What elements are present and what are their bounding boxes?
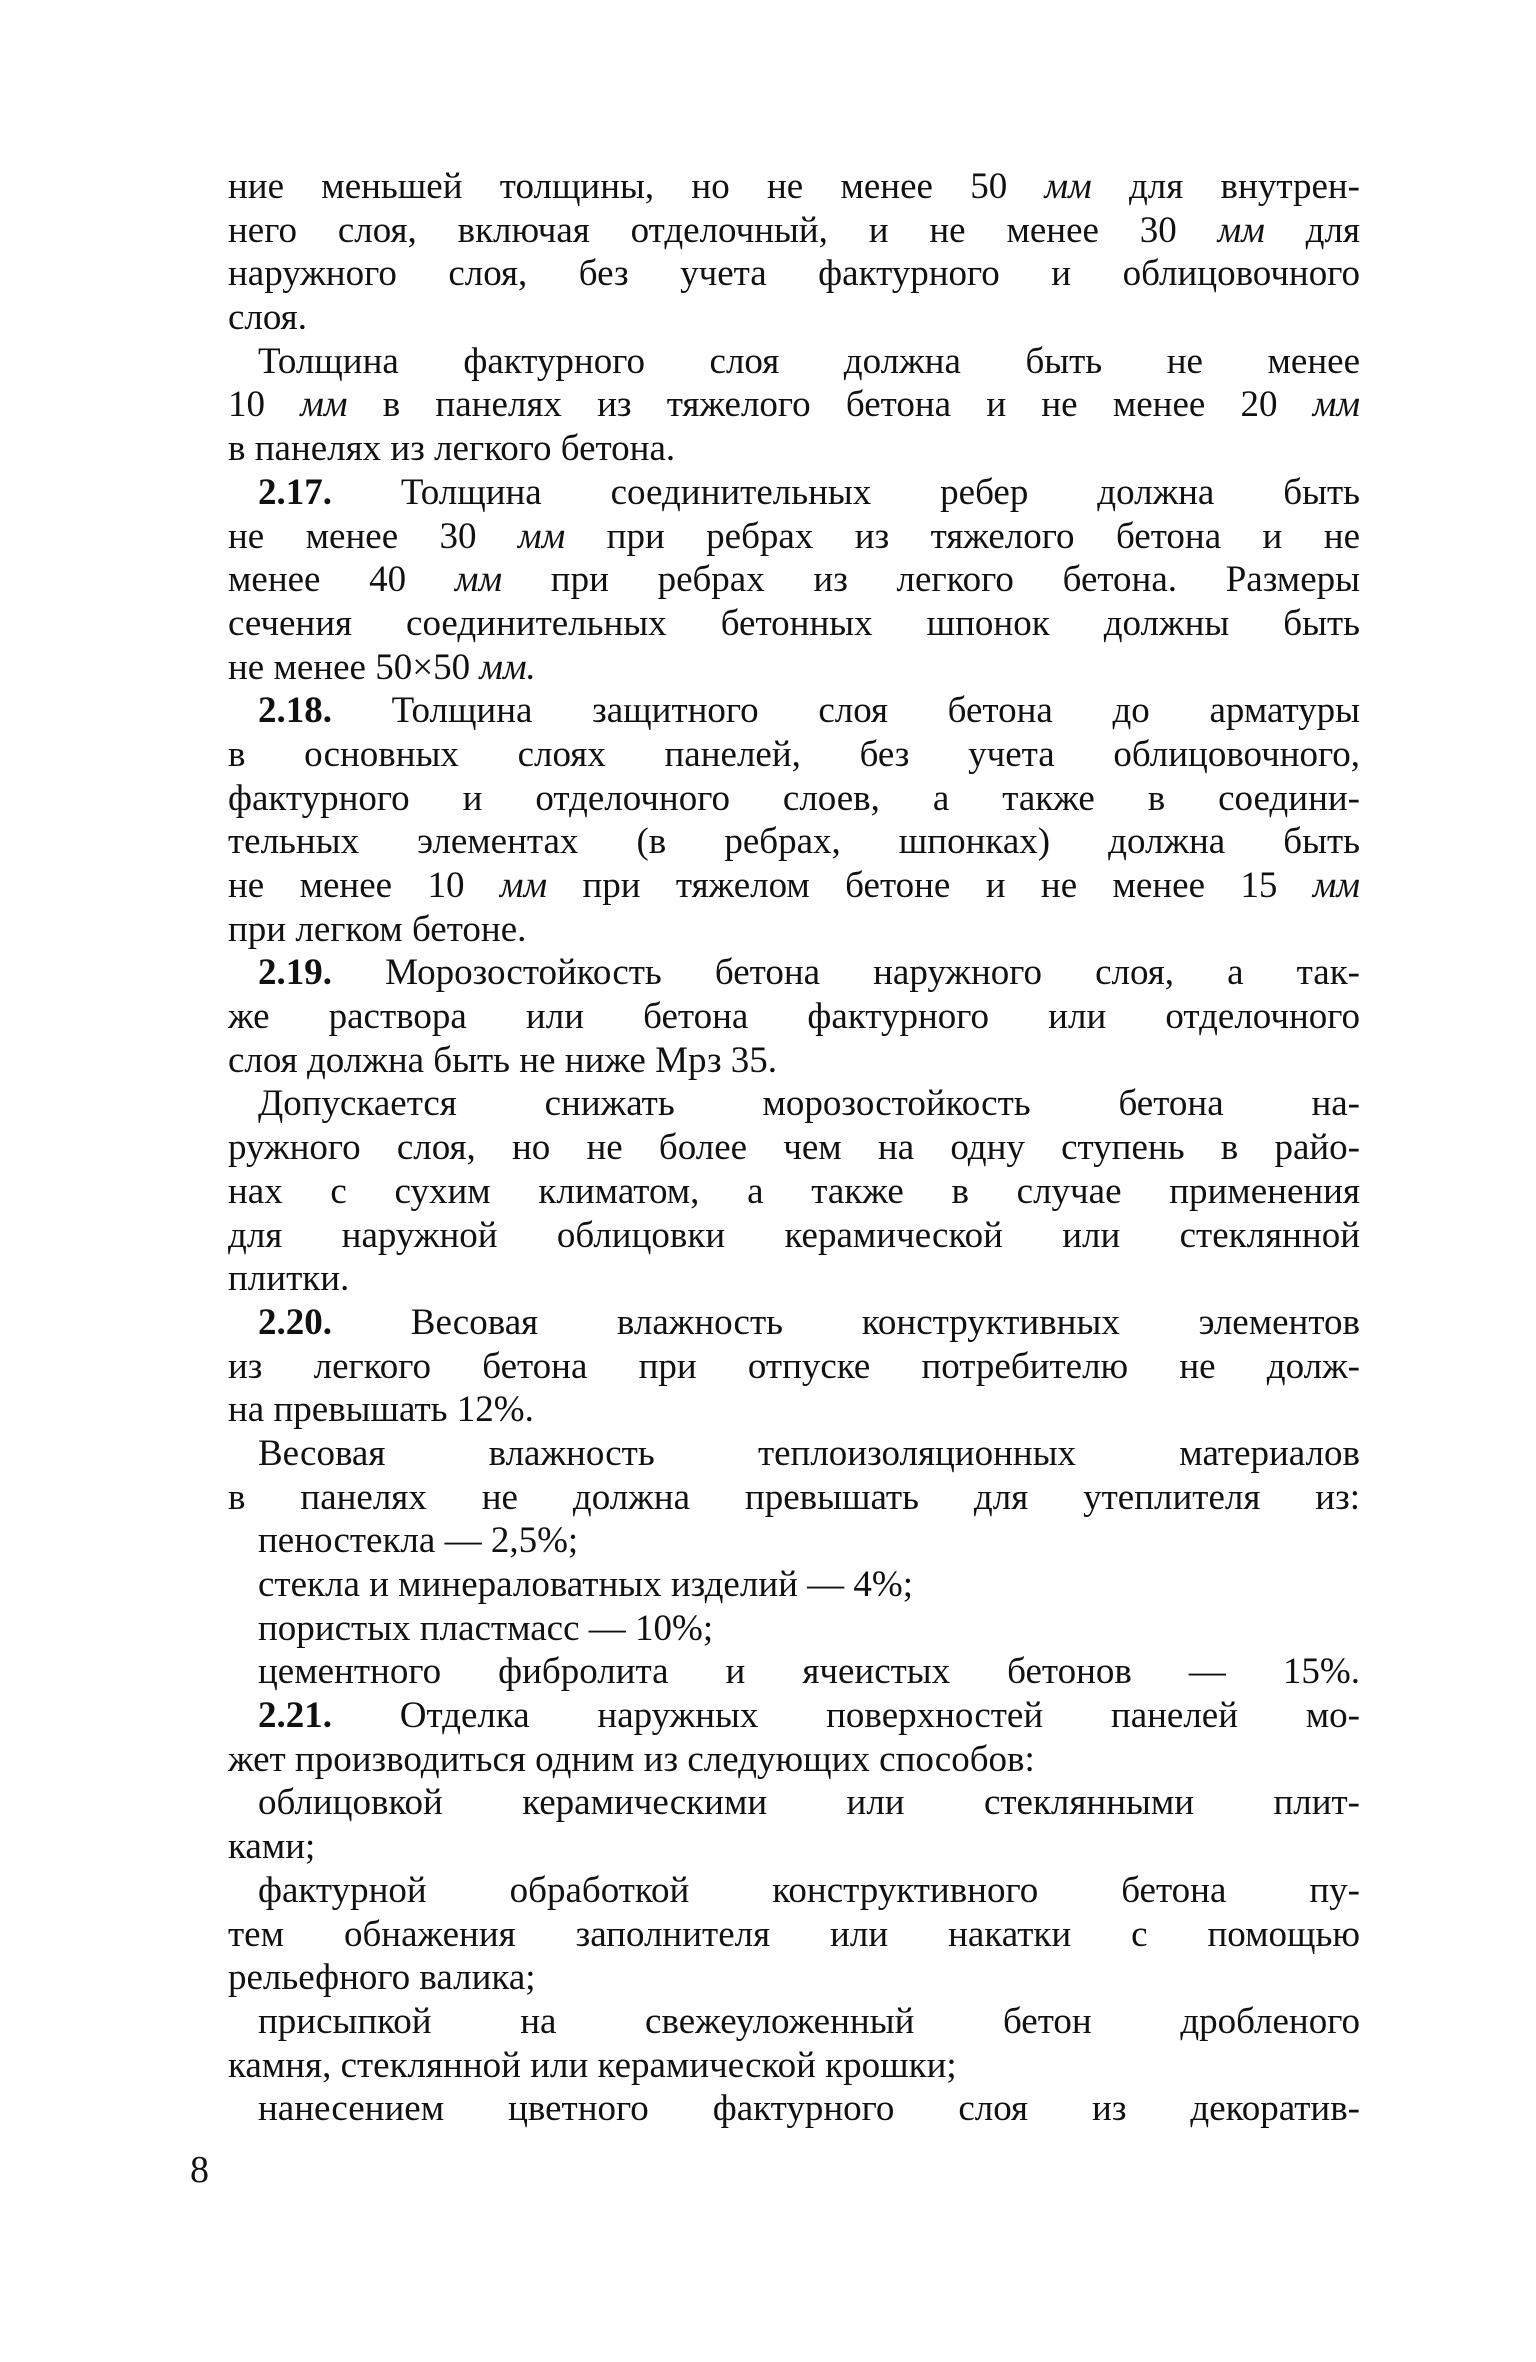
text-line (228, 515, 1360, 559)
text-span: наружного слоя, без учета фактурного и облицовочного (228, 253, 1360, 295)
text-line (228, 558, 1360, 602)
text-span: Толщина фактурного слоя должна быть не менее (258, 340, 1360, 382)
text-line (228, 2087, 1360, 2131)
section-number: 2.17. (258, 471, 332, 513)
text-span: 10 (228, 384, 301, 426)
text-line (228, 1607, 1360, 1651)
text-line (228, 1913, 1360, 1957)
text-span: же раствора или бетона фактурного или отделочного (228, 996, 1360, 1038)
section-number: 2.21. (258, 1695, 332, 1737)
text-line (228, 995, 1360, 1039)
text-span: ние меньшей толщины, но не менее 50 (228, 166, 1045, 207)
text-line (228, 1345, 1360, 1389)
text-line (228, 1519, 1360, 1563)
text-line (228, 340, 1360, 384)
page-number: 8 (190, 2149, 209, 2191)
text-span: тем обнажения заполнителя или накатки с помощью (228, 1913, 1360, 1955)
text-span: Весовая влажность конструктивных элементов (332, 1301, 1360, 1343)
text-span: при тяжелом бетоне и не менее 15 (547, 865, 1313, 906)
text-line (228, 209, 1360, 253)
text-line (228, 1869, 1360, 1913)
text-span: рельефного валика; (228, 1957, 536, 1999)
text-span: фактурного и отделочного слоев, а также в соедини- (228, 777, 1360, 819)
text-line (228, 1563, 1360, 1607)
text-line (228, 1301, 1360, 1345)
text-span: не менее 30 (228, 515, 518, 557)
text-line (228, 646, 1360, 690)
text-span: менее 40 (228, 559, 455, 601)
text-span: тельных элементах (в ребрах, шпонках) должна быть (228, 821, 1360, 863)
unit-text: мм (454, 559, 503, 601)
unit-text: мм (1312, 384, 1360, 426)
text-line (228, 296, 1360, 340)
text-span: слоя. (228, 297, 307, 339)
text-span: присыпкой на свежеуложенный бетон дробленого (258, 2000, 1360, 2042)
section-number: 2.19. (258, 952, 332, 994)
text-span: Отделка наружных поверхностей панелей мо- (332, 1695, 1360, 1737)
text-span: для внутрен- (1091, 166, 1360, 207)
unit-text: мм (499, 865, 548, 906)
text-span: цементного фибролита и ячеистых бетонов — 15%. (258, 1651, 1360, 1693)
text-span: в панелях не должна превышать для утеплителя из: (228, 1476, 1360, 1518)
text-line (228, 165, 1360, 209)
text-line (228, 1650, 1360, 1694)
text-span: Толщина соединительных ребер должна быть (332, 471, 1360, 513)
text-span: в панелях из легкого бетона. (228, 428, 676, 470)
text-span: на превышать 12%. (228, 1389, 534, 1431)
text-line (228, 2044, 1360, 2088)
section-number: 2.18. (258, 690, 332, 732)
text-line (228, 1694, 1360, 1738)
text-span: сечения соединительных бетонных шпонок должны быть (228, 602, 1360, 644)
text-span: жет производиться одним из следующих способов: (228, 1738, 1035, 1780)
text-span: ружного слоя, но не более чем на одну ступень в райо- (228, 1127, 1360, 1169)
text-line (228, 1738, 1360, 1782)
text-line (228, 383, 1360, 427)
text-line (228, 777, 1360, 821)
text-span: Весовая влажность теплоизоляционных материалов (258, 1432, 1360, 1474)
text-span: нанесением цветного фактурного слоя из декоратив- (258, 2088, 1360, 2130)
text-line (228, 733, 1360, 777)
text-span: нах с сухим климатом, а также в случае применения (228, 1170, 1360, 1212)
unit-text: мм (517, 515, 566, 557)
text-line (228, 427, 1360, 471)
text-line (228, 1956, 1360, 2000)
text-line (228, 1432, 1360, 1476)
text-line (228, 951, 1360, 995)
text-line (228, 1825, 1360, 1869)
text-span: облицовкой керамическими или стеклянными плит- (258, 1782, 1360, 1824)
unit-text: мм (1044, 166, 1092, 207)
text-span: Морозостойкость бетона наружного слоя, а так- (332, 952, 1360, 994)
text-line (228, 1039, 1360, 1083)
text-line (228, 602, 1360, 646)
text-span: для (1264, 209, 1360, 251)
text-line (228, 1082, 1360, 1126)
text-line (228, 689, 1360, 733)
text-span: плитки. (228, 1258, 350, 1300)
text-span: фактурной обработкой конструктивного бетона пу- (258, 1869, 1360, 1911)
section-number: 2.20. (258, 1301, 332, 1343)
text-line (228, 908, 1360, 952)
text-line (228, 252, 1360, 296)
text-span: Толщина защитного слоя бетона до арматуры (332, 690, 1360, 732)
text-line (228, 1257, 1360, 1301)
text-span: пеностекла — 2,5%; (258, 1520, 579, 1562)
page-body-text (228, 165, 1360, 2131)
text-span: при легком бетоне. (228, 908, 527, 950)
text-line (228, 471, 1360, 515)
text-span: из легкого бетона при отпуске потребителю не долж- (228, 1345, 1360, 1387)
text-span: камня, стеклянной или керамической крошки; (228, 2044, 957, 2086)
unit-text: мм (300, 384, 348, 426)
text-span: пористых пластмасс — 10%; (258, 1607, 714, 1649)
text-span: для наружной облицовки керамической или стеклянной (228, 1214, 1360, 1256)
text-line (228, 1388, 1360, 1432)
unit-text: мм (1217, 209, 1265, 251)
text-span: стекла и минераловатных изделий — 4%; (258, 1564, 914, 1605)
text-line (228, 864, 1360, 908)
text-span: при ребрах из тяжелого бетона и не (565, 515, 1360, 557)
text-line (228, 2000, 1360, 2044)
unit-text: мм. (479, 646, 536, 688)
text-span: ками; (228, 1826, 316, 1868)
text-line (228, 1476, 1360, 1520)
text-span: в панелях из тяжелого бетона и не менее 20 (347, 384, 1313, 426)
text-span: в основных слоях панелей, без учета облицовочного, (228, 733, 1360, 775)
text-span: не менее 10 (228, 865, 500, 906)
text-line (228, 1170, 1360, 1214)
text-span: слоя должна быть не ниже Мрз 35. (228, 1039, 778, 1081)
text-line (228, 1781, 1360, 1825)
text-span: при ребрах из легкого бетона. Размеры (502, 559, 1360, 601)
text-line (228, 820, 1360, 864)
text-line (228, 1126, 1360, 1170)
text-span: Допускается снижать морозостойкость бетона на- (258, 1083, 1360, 1125)
text-span: него слоя, включая отделочный, и не менее 30 (228, 209, 1218, 251)
unit-text: мм (1312, 865, 1360, 906)
text-line (228, 1214, 1360, 1258)
text-span: не менее 50×50 (228, 646, 480, 688)
